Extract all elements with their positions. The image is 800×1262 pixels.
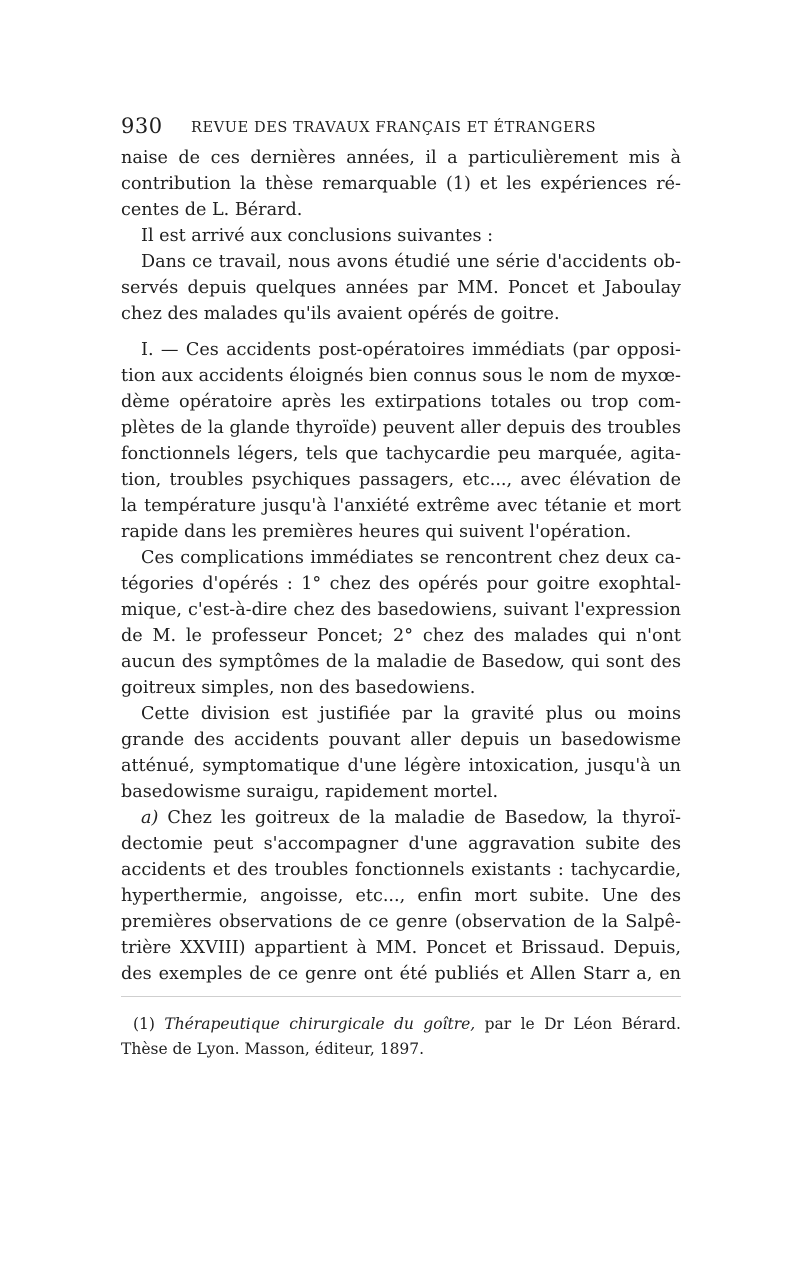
text-line: accidents et des troubles fonctionnels existants : tachycardie, [121,860,681,880]
footnote [121,1012,681,1062]
text-line: basedowisme suraigu, rapidement mortel. [121,782,499,802]
text-line: dectomie peut s'accompagner d'une aggravation subite des [121,834,681,854]
running-title: REVUE DES TRAVAUX FRANÇAIS ET ÉTRANGERS [191,120,597,136]
text-line: chez des malades qu'ils avaient opérés de goitre. [121,304,560,324]
text-line: de M. le professeur Poncet; 2° chez des malades qui n'ont [121,626,681,646]
text-line: goitreux simples, non des basedowiens. [121,678,476,698]
footnote-line [121,1012,681,1037]
footnote-marker: (1) [133,1015,155,1033]
text-line: tion, troubles psychiques passagers, etc..., avec élévation de [121,470,681,490]
text-line: premières observations de ce genre (observation de la Salpê- [121,912,681,932]
text-line: Cette division est justifiée par la gravité plus ou moins [141,704,681,724]
text-line: dème opératoire après les extirpations totales ou trop com- [121,392,681,412]
paragraph-gap [121,327,681,337]
text-line: naise de ces dernières années, il a particulièrement mis à [121,148,681,168]
text-line: Il est arrivé aux conclusions suivantes : [141,226,494,246]
text-line: mique, c'est-à-dire chez des basedowiens, suivant l'expression [121,600,681,620]
page-header [121,114,681,144]
page-number: 930 [121,114,163,138]
text-line: hyperthermie, angoisse, etc..., enfin mort subite. Une des [121,886,681,906]
item-marker: a) [141,808,159,828]
text-line [121,805,681,831]
text-line: plètes de la glande thyroïde) peuvent aller depuis des troubles [121,418,681,438]
text-line: trière XXVIII) appartient à MM. Poncet et Brissaud. Depuis, [121,938,681,958]
text-line: Ces complications immédiates se rencontrent chez deux ca- [141,548,681,568]
footnote-author: par le Dr Léon Bérard. [484,1015,681,1033]
text-line: la température jusqu'à l'anxiété extrême avec tétanie et mort [121,496,681,516]
text-line-content: Chez les goitreux de la maladie de Basedow, la thyroï- [167,808,681,828]
text-line: aucun des symptômes de la maladie de Basedow, qui sont des [121,652,681,672]
text-line: atténué, symptomatique d'une légère intoxication, jusqu'à un [121,756,681,776]
footnote-line: Thèse de Lyon. Masson, éditeur, 1897. [121,1040,425,1058]
text-line: rapide dans les premières heures qui suivent l'opération. [121,522,632,542]
text-line: centes de L. Bérard. [121,200,303,220]
footnote-divider [121,996,681,997]
text-line: fonctionnels légers, tels que tachycardie peu marquée, agita- [121,444,681,464]
text-line: des exemples de ce genre ont été publiés et Allen Starr a, en [121,964,681,984]
text-line: servés depuis quelques années par MM. Poncet et Jaboulay [121,278,681,298]
footnote-title: Thérapeutique chirurgicale du goître, [164,1015,476,1033]
text-line: tégories d'opérés : 1° chez des opérés pour goitre exophtal- [121,574,681,594]
text-line: I. — Ces accidents post-opératoires immédiats (par opposi- [141,340,681,360]
text-line: Dans ce travail, nous avons étudié une série d'accidents ob- [141,252,681,272]
text-line: grande des accidents pouvant aller depuis un basedowisme [121,730,681,750]
text-line: contribution la thèse remarquable (1) et les expériences ré- [121,174,681,194]
text-line: tion aux accidents éloignés bien connus sous le nom de myxœ- [121,366,681,386]
body-text [121,145,681,987]
